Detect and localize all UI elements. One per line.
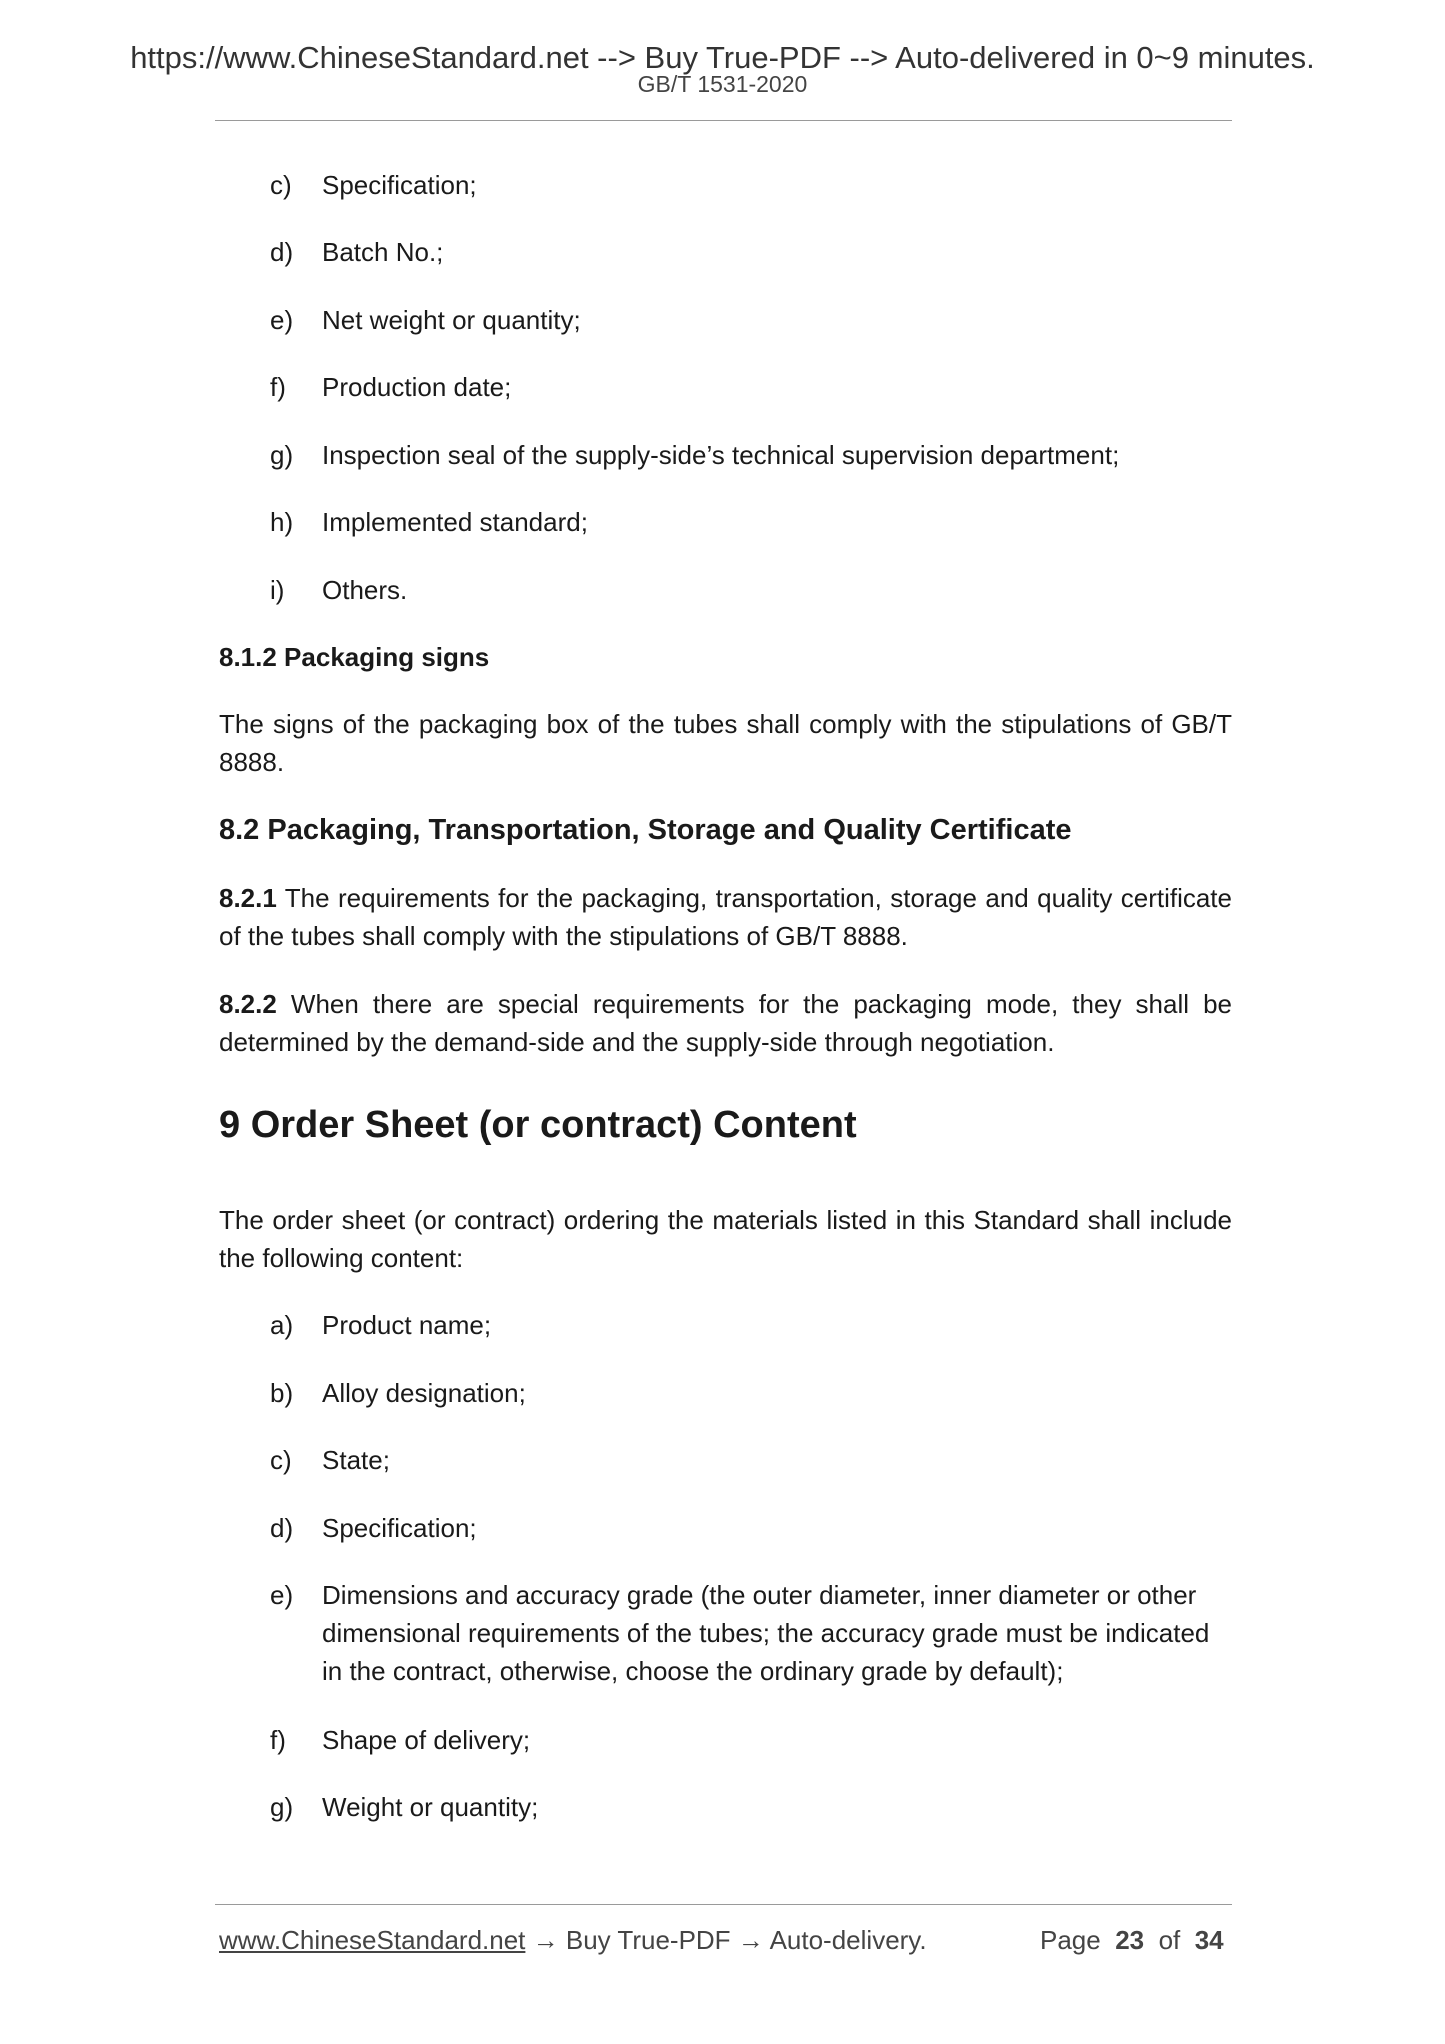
list-item	[270, 166, 1232, 204]
list-item-text: Implemented standard;	[322, 507, 588, 537]
footer-link[interactable]: www.ChineseStandard.net	[219, 1925, 526, 1955]
list-item-text: Production date;	[322, 372, 512, 402]
list-item	[270, 436, 1232, 474]
paragraph-8-1-2: The signs of the packaging box of the tubes shall comply with the stipulations of GB/T 8888.	[219, 709, 1232, 777]
list-item-text: Shape of delivery;	[322, 1725, 531, 1755]
list-item-text: State;	[322, 1445, 390, 1475]
list-item-label: c)	[270, 1445, 292, 1475]
list-item-label: g)	[270, 440, 294, 470]
list-item-label: h)	[270, 507, 294, 537]
page-total: 34	[1194, 1925, 1224, 1955]
list-item-text: Product name;	[322, 1310, 492, 1340]
list-item-text: Specification;	[322, 170, 477, 200]
list-item-text: Inspection seal of the supply-side’s technical supervision department;	[322, 440, 1120, 470]
list-item	[270, 368, 1232, 406]
list-item	[270, 1441, 1232, 1479]
list-item	[270, 503, 1232, 541]
list-item-text: Alloy designation;	[322, 1378, 526, 1408]
footer-left	[219, 1922, 927, 1958]
clause-number: 8.2.1	[219, 883, 277, 913]
list-item-label: g)	[270, 1792, 294, 1822]
list-item-label: e)	[270, 305, 294, 335]
paragraph-8-2-1	[219, 879, 1232, 955]
list-item	[270, 1509, 1232, 1547]
list-item-label: d)	[270, 237, 294, 267]
document-code: GB/T 1531-2020	[637, 71, 808, 97]
list-item	[270, 1306, 1232, 1344]
clause-number: 8.2.2	[219, 989, 277, 1019]
list-item-text: Specification;	[322, 1513, 477, 1543]
footer-divider	[215, 1904, 1232, 1905]
list-item	[270, 571, 1232, 609]
list-item-label: i)	[270, 575, 285, 605]
list-item	[270, 301, 1232, 339]
paragraph-8-2-2	[219, 985, 1232, 1061]
page-indicator	[1040, 1922, 1224, 1958]
list-item-label: d)	[270, 1513, 294, 1543]
list-item-text: Net weight or quantity;	[322, 305, 581, 335]
list-item	[270, 233, 1232, 271]
section-heading-8-2: 8.2 Packaging, Transportation, Storage and Quality Certificate	[219, 814, 1072, 846]
page-number: 23	[1115, 1925, 1145, 1955]
list-item-label: c)	[270, 170, 292, 200]
list-item-label: a)	[270, 1310, 294, 1340]
list-item-text: Batch No.;	[322, 237, 444, 267]
list-item	[270, 1374, 1232, 1412]
list-item-label: b)	[270, 1378, 294, 1408]
chapter-heading-9: 9 Order Sheet (or contract) Content	[219, 1104, 857, 1146]
list-item	[270, 1576, 1232, 1690]
top-banner: https://www.ChineseStandard.net --> Buy True-PDF --> Auto-delivered in 0~9 minutes.	[130, 40, 1315, 75]
page-word: Page	[1040, 1925, 1101, 1955]
list-item-text: Dimensions and accuracy grade (the outer diameter, inner diameter or other dimensional requirements of the tubes; the accuracy grade must be indicated in the contract, otherwise, choose the ordinary grade by default);	[322, 1580, 1210, 1686]
list-item-text: Weight or quantity;	[322, 1792, 539, 1822]
section-heading-8-1-2: 8.1.2 Packaging signs	[219, 642, 490, 672]
paragraph-9-intro: The order sheet (or contract) ordering the materials listed in this Standard shall include the following content:	[219, 1205, 1232, 1273]
list-item	[270, 1721, 1232, 1759]
clause-text: When there are special requirements for the packaging mode, they shall be determined by the demand-side and the supply-side through negotiation.	[219, 989, 1232, 1057]
list-item-label: e)	[270, 1580, 294, 1610]
of-word: of	[1158, 1925, 1181, 1955]
list-item	[270, 1788, 1232, 1826]
clause-text: The requirements for the packaging, transportation, storage and quality certificate of the tubes shall comply with the stipulations of GB/T 8888.	[219, 883, 1232, 951]
list-item-text: Others.	[322, 575, 408, 605]
list-item-label: f)	[270, 1725, 286, 1755]
list-item-label: f)	[270, 372, 286, 402]
header-divider	[215, 120, 1232, 121]
footer-tagline: → Buy True-PDF → Auto-delivery.	[525, 1925, 927, 1955]
